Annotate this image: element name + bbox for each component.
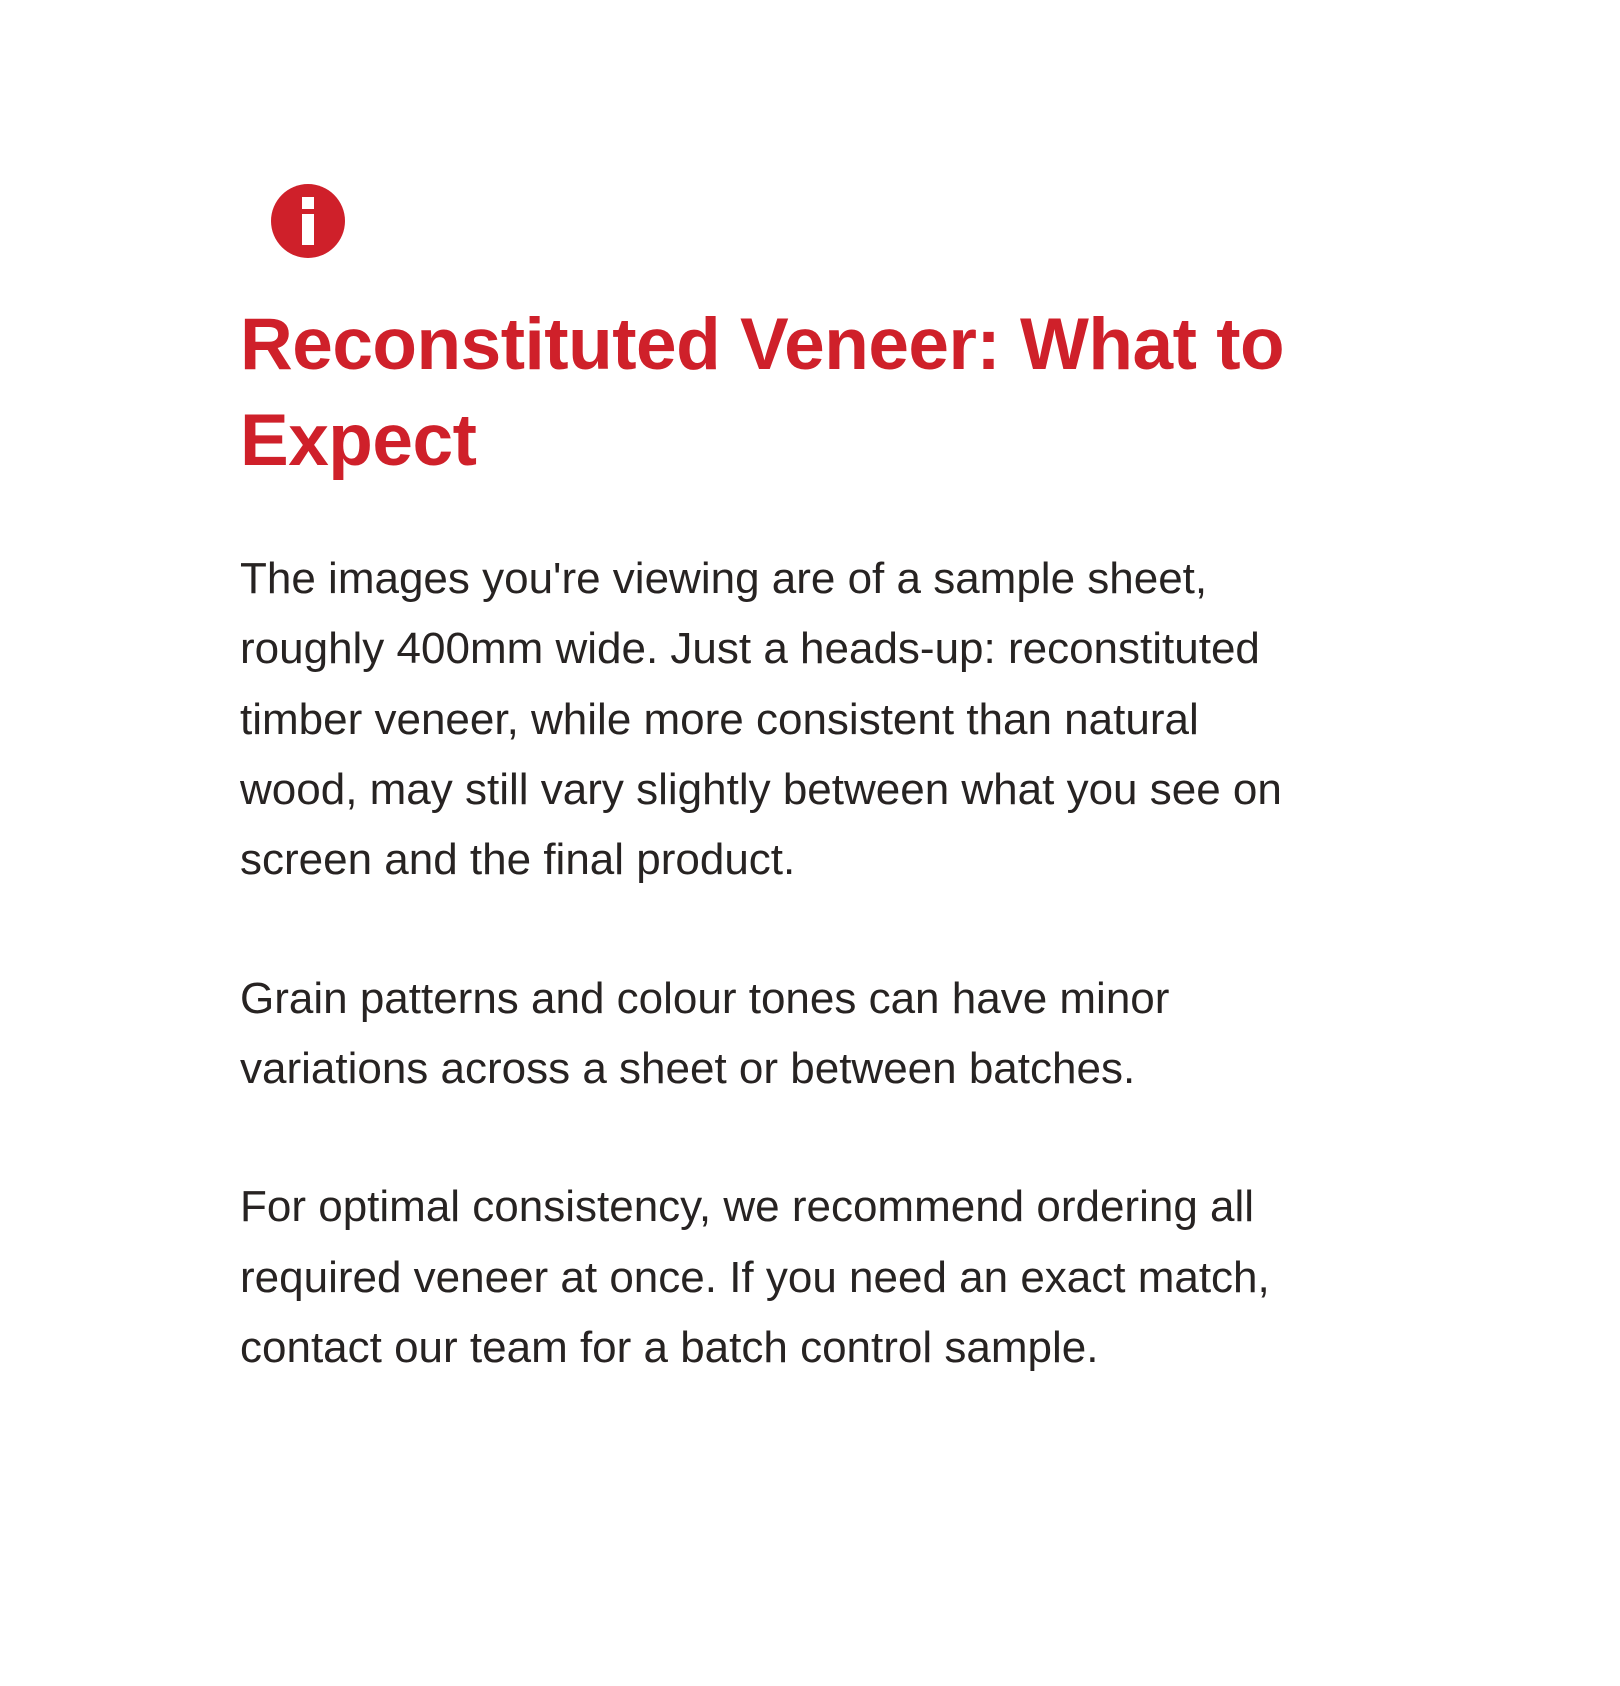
notice-section: [240, 0, 1315, 1384]
notice-paragraph-2: Grain patterns and colour tones can have minor variations across a sheet or between batches.: [240, 973, 1170, 1094]
notice-heading: Reconstituted Veneer: What to Expect: [240, 304, 1285, 482]
info-icon-stem: [302, 214, 314, 245]
info-icon-dot: [302, 197, 314, 209]
info-icon: [271, 184, 345, 258]
notice-paragraph-1: The images you're viewing are of a sample sheet, roughly 400mm wide. Just a heads-up: reconstituted timber veneer, while more consistent than natural wood, may still vary slightly between what you see on screen and the final product.: [240, 553, 1282, 885]
notice-paragraph-3: For optimal consistency, we recommend ordering all required veneer at once. If you need an exact match, contact our team for a batch control sample.: [240, 1182, 1270, 1373]
